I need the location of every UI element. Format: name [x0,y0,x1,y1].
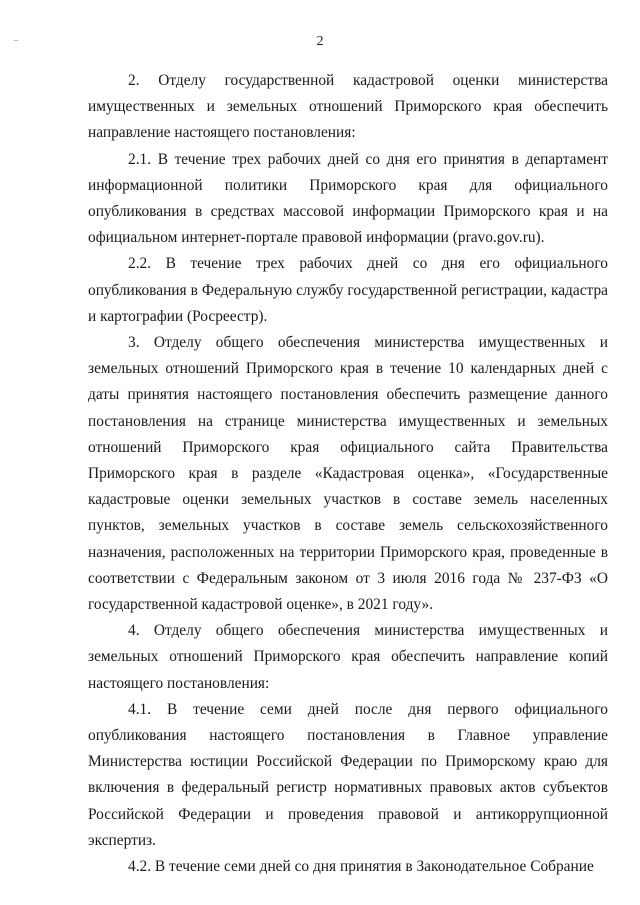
paragraph-4-1: 4.1. В течение семи дней после дня первого официального опубликования настоящего постановления в Главное управление Министерства юстиции Российской Федерации по Приморскому краю для включения в федеральный регистр нормативных правовых актов субъектов Российской Федерации и проведения правовой и антикоррупционной экспертиз. [88,700,608,849]
document-body [88,68,608,880]
paragraph-4: 4. Отделу общего обеспечения министерства имущественных и земельных отношений Приморского края обеспечить направление копий настоящего постановления: [88,622,608,692]
paragraph-2-2: 2.2. В течение трех рабочих дней со дня его официального опубликования в Федеральную службу государственной регистрации, кадастра и картографии (Росреестр). [88,255,608,325]
paragraph-2-1: 2.1. В течение трех рабочих дней со дня его принятия в департамент информационной политики Приморского края для официального опубликования в средствах массовой информации Приморского края и на официальном интернет-портале правовой информации (pravo.gov.ru). [88,150,608,247]
paragraph-4-2: 4.2. В течение семи дней со дня принятия в Законодательное Собрание [128,858,594,876]
paragraph-3: 3. Отделу общего обеспечения министерства имущественных и земельных отношений Приморского края в течение 10 календарных дней с даты принятия настоящего постановления обеспечить размещение данного постановления на странице министерства имущественных и земельных отношений Приморского края официального сайта Правительства Приморского края в разделе «Кадастровая оценка», «Государственные кадастровые оценки земельных участков в составе земель населенных пунктов, земельных участков в составе земель сельскохозяйственного назначения, расположенных на территории Приморского края, проведенные в соответствии с Федеральным законом от 3 июля 2016 года № 237-ФЗ «О государственной кадастровой оценке», в 2021 году». [88,334,608,614]
paragraph-2: 2. Отделу государственной кадастровой оценки министерства имущественных и земельных отношений Приморского края обеспечить направление настоящего постановления: [88,72,608,142]
page-number: 2 [316,34,324,49]
